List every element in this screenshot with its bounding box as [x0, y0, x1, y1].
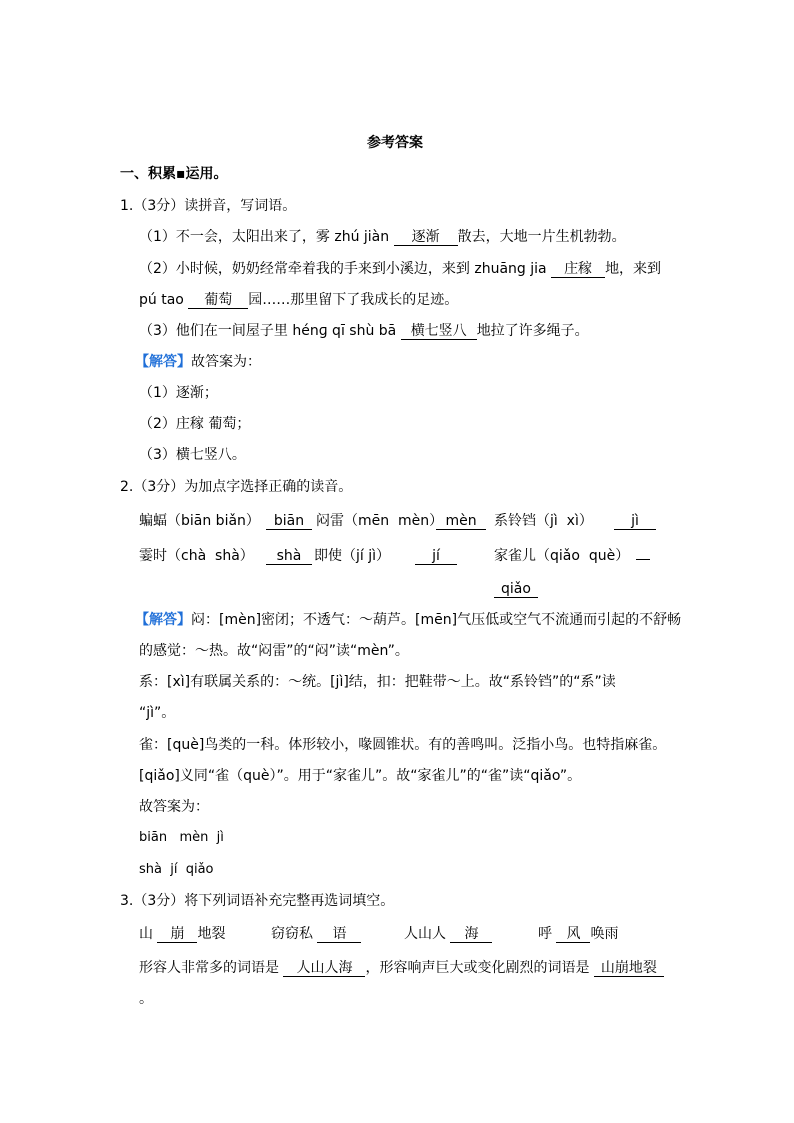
answer-tag: 【解答】 — [135, 612, 191, 628]
q1-result-2: （2）庄稼 葡萄； — [139, 416, 251, 432]
q2-answer-row-1: biān mèn jì — [139, 830, 224, 845]
question-1-heading: 1.（3分）读拼音，写词语。 — [120, 198, 297, 214]
q2-explanation-2: 的感觉：～热。故“闷雷”的“闷”读“mèn”。 — [139, 643, 409, 659]
q2-blank-5: jí — [415, 547, 457, 565]
q2-answer-row-2: shà jí qiǎo — [139, 862, 214, 877]
q2-word-5: 即使（jí jì） — [314, 548, 391, 564]
question-3-heading: 3.（3分）将下列词语补充完整再选词填空。 — [120, 893, 395, 909]
q2-blank-4: shà — [266, 547, 312, 565]
q2-explanation-5: 雀：[què]鸟类的一科。体形较小，喙圆锥状。有的善鸣叫。泛指小鸟。也特指麻雀。 — [139, 737, 667, 753]
q2-explanation-7: 故答案为： — [139, 799, 209, 815]
q1-result-3: （3）横七竖八。 — [139, 447, 246, 463]
question-2-heading: 2.（3分）为加点字选择正确的读音。 — [120, 479, 353, 495]
answer-tag: 【解答】 — [135, 354, 191, 370]
q2-word-1: 蝙蝠（biān biǎn） — [139, 513, 260, 529]
q1-line-4: （3）他们在一间屋子里 hénɡ qī shù bā 横七竖八 地拉了许多绳子。 — [139, 323, 589, 339]
answer-blank: 葡萄 — [188, 292, 248, 309]
q2-word-6: 家雀儿（qiǎo què） — [494, 548, 630, 564]
q3-idiom-3: 人山人 海 — [404, 925, 492, 943]
q2-explanation-1: 【解答】闷：[mèn]密闭；不透气：～葫芦。[mēn]气压低或空气不流通而引起的不舒畅 — [135, 612, 682, 628]
q2-word-3: 系铃铛（jì xì） — [494, 513, 593, 529]
q2-blank-2: mèn — [436, 512, 486, 530]
q2-blank-1: biān — [266, 512, 312, 530]
answer-blank: 逐渐 — [394, 229, 458, 246]
q3-sentence-end: 。 — [139, 991, 153, 1007]
q1-answer-label: 【解答】故答案为： — [135, 354, 261, 370]
q2-blank-6-start — [636, 547, 650, 565]
q1-line-3: pú tao 葡萄 园……那里留下了我成长的足迹。 — [139, 292, 459, 308]
q1-line-2: （2）小时候，奶奶经常牵着我的手来到小溪边，来到 zhuāng jia 庄稼 地，来到 — [139, 261, 662, 277]
q2-explanation-4: “jì”。 — [139, 705, 176, 721]
section-heading: 一、积累▪运用。 — [120, 166, 228, 182]
q3-idiom-1: 山 崩 地裂 — [139, 926, 226, 942]
page-title: 参考答案 — [367, 135, 423, 151]
q3-idiom-4: 呼 风 唤雨 — [538, 926, 619, 942]
q2-word-4: 霎时（chà shà） — [139, 548, 254, 564]
q2-explanation-6: [qiǎo]义同“雀（què）”。用于“家雀儿”。故“家雀儿”的“雀”读“qiǎo”。 — [139, 768, 582, 784]
q1-line-1: （1）不一会，太阳出来了，雾 zhú jiàn 逐渐 散去，大地一片生机勃勃。 — [139, 229, 626, 245]
answer-blank: 横七竖八 — [401, 323, 477, 340]
answer-blank: 庄稼 — [551, 261, 605, 278]
q3-idiom-2: 窃窃私 语 — [271, 925, 361, 943]
q1-result-1: （1）逐渐； — [139, 385, 218, 401]
q2-word-2: 闷雷（mēn mèn） — [316, 513, 444, 529]
q2-blank-6: qiǎo — [494, 580, 538, 598]
q2-explanation-3: 系：[xì]有联属关系的：～统。[jì]结，扣：把鞋带～上。故“系铃铛”的“系”读 — [139, 674, 616, 690]
q3-sentence: 形容人非常多的词语是 人山人海 ，形容响声巨大或变化剧烈的词语是 山崩地裂 — [139, 959, 664, 977]
q2-blank-3: jì — [614, 512, 656, 530]
